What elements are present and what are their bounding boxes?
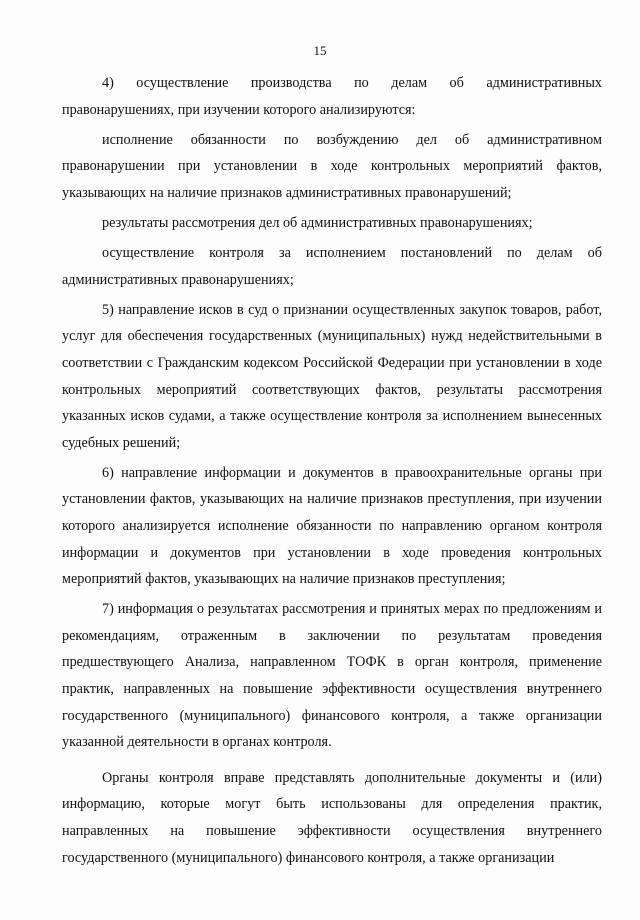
paragraph-subitem-results: результаты рассмотрения дел об административных правонарушениях; [102,214,533,231]
paragraph-additional-documents: Органы контроля вправе представлять дополнительные документы и (или) информацию, которые могут быть использованы для определения практик, направленных на повышение эффективности осуществления внутреннего государственного (муниципального) финансового контроля, а также организации [62,769,602,866]
paragraph-item-6: 6) направление информации и документов в правоохранительные органы при установлении фактов, указывающих на наличие признаков преступления, при изучении которого анализируется исполнение обязанности по направлению органом контроля информации и документов при установлении в ходе проведения контрольных мероприятий фактов, указывающих на наличие признаков преступления; [62,464,602,588]
paragraph-item-7: 7) информация о результатах рассмотрения и принятых мерах по предложениям и рекомендациям, отраженным в заключении по результатам проведения предшествующего Анализа, направленном ТОФК в орган контроля, применение практик, направленных на повышение эффективности осуществления внутреннего государственного (муниципального) финансового контроля, а также организации указанной деятельности в органах контроля. [62,601,602,751]
paragraph-item-4: 4) осуществление производства по делам об административных правонарушениях, при изучении которого анализируются: [62,75,602,118]
paragraph-item-5: 5) направление исков в суд о признании осуществленных закупок товаров, работ, услуг для обеспечения государственных (муниципальных) нужд недействительными в соответствии с Гражданским кодексом Российской Федерации при установлении в ходе контрольных мероприятий соответствующих фактов, результаты рассмотрения указанных исков судами, а также осуществление контроля за исполнением вынесенных судебных решений; [62,301,602,451]
paragraph-subitem-control: осуществление контроля за исполнением постановлений по делам об административных правонарушениях; [62,245,602,288]
paragraph-subitem-duty: исполнение обязанности по возбуждению дел об административном правонарушении при установлении в ходе контрольных мероприятий фактов, указывающих на наличие признаков административных правонарушений; [62,131,602,201]
document-body [62,70,602,875]
page-number: 15 [313,43,327,58]
